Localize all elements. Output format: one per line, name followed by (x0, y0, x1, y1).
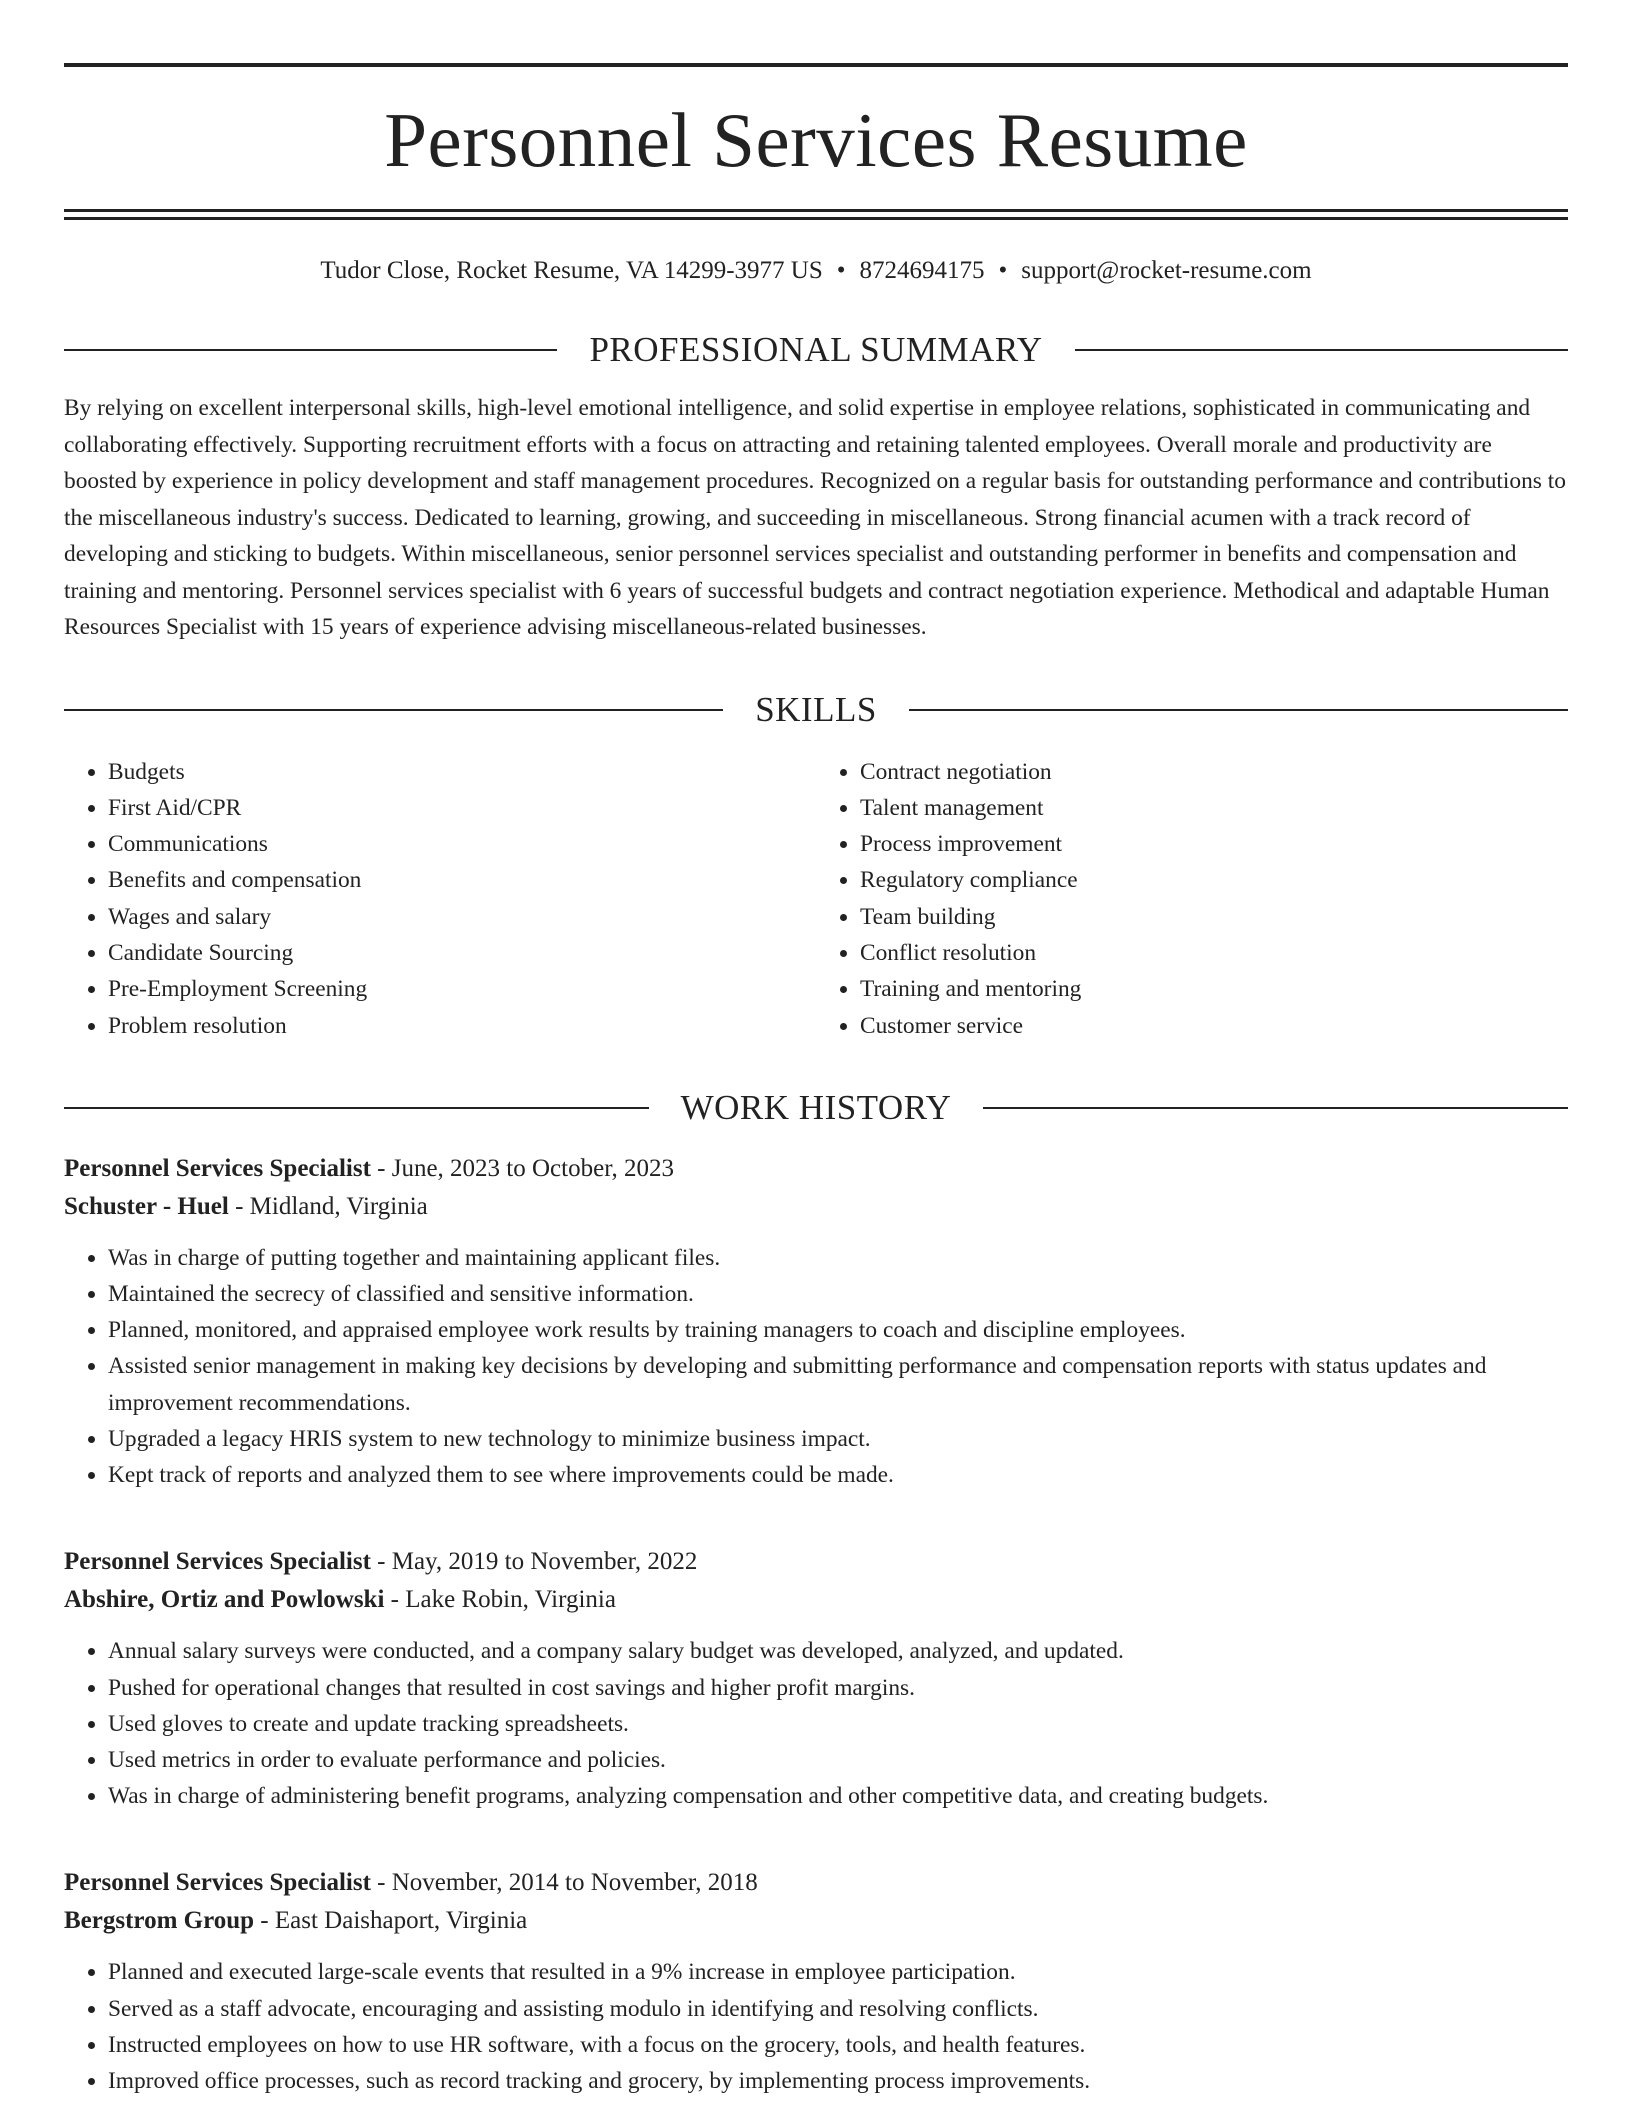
job-title: Personnel Services Specialist (64, 1548, 371, 1576)
job-dates: May, 2019 to November, 2022 (391, 1548, 698, 1576)
job-entry (64, 1543, 1568, 1834)
job-title-line (64, 1150, 1568, 1188)
skills-list-left (64, 754, 816, 1044)
job-company-line (64, 1188, 1568, 1226)
job-bullet: • Was in charge of administering benefit programs, analyzing compensation and other competitive data, and creating budgets. (108, 1778, 1568, 1814)
job-title-line (64, 1543, 1568, 1581)
section-title-work: WORK HISTORY (680, 1087, 952, 1127)
divider-line (64, 709, 723, 711)
divider-line (983, 1107, 1568, 1109)
job-bullet: • Improved office processes, such as record tracking and grocery, by implementing process improvements. (108, 2063, 1568, 2099)
job-bullet: • Maintained the secrecy of classified and sensitive information. (108, 1276, 1568, 1312)
dash-separator: - (384, 1586, 406, 1614)
job-dates: June, 2023 to October, 2023 (391, 1154, 675, 1182)
divider-line (64, 1107, 649, 1109)
title-double-rule (64, 209, 1568, 220)
job-bullet: • Planned and executed large-scale events that resulted in a 9% increase in employee participation. (108, 1954, 1568, 1990)
skill-item: • Candidate Sourcing (108, 935, 816, 971)
work-history (64, 1150, 1568, 2099)
job-company-line (64, 1902, 1568, 1940)
divider-line (909, 709, 1568, 711)
job-dates: November, 2014 to November, 2018 (391, 1869, 758, 1897)
job-bullets (64, 1240, 1568, 1493)
job-bullet: • Assisted senior management in making key decisions by developing and submitting performance and compensation reports with status updates and improvement recommendations. (108, 1348, 1568, 1420)
job-bullet: • Annual salary surveys were conducted, and a company salary budget was developed, analyzed, and updated. (108, 1633, 1568, 1669)
top-rule (64, 63, 1568, 67)
job-bullet: • Used metrics in order to evaluate performance and policies. (108, 1742, 1568, 1778)
contact-email: support@rocket-resume.com (1021, 257, 1312, 284)
contact-line (64, 256, 1568, 286)
job-bullets (64, 1954, 1568, 2099)
skill-item: • Regulatory compliance (860, 862, 1568, 898)
contact-separator: • (998, 257, 1008, 284)
section-title-skills: SKILLS (755, 689, 877, 729)
section-title-summary: PROFESSIONAL SUMMARY (589, 330, 1043, 369)
job-bullet: • Was in charge of putting together and maintaining applicant files. (108, 1240, 1568, 1276)
skill-item: • Conflict resolution (860, 935, 1568, 971)
skill-item: • Contract negotiation (860, 754, 1568, 790)
job-bullets (64, 1633, 1568, 1814)
section-heading-summary (64, 330, 1568, 370)
contact-separator: • (836, 257, 846, 284)
dash-separator: - (370, 1869, 392, 1897)
skill-item: • Pre-Employment Screening (108, 971, 816, 1007)
job-company: Schuster - Huel (64, 1192, 229, 1220)
job-bullet: • Kept track of reports and analyzed them to see where improvements could be made. (108, 1457, 1568, 1493)
resume-page (64, 0, 1568, 2099)
section-heading-skills (64, 690, 1568, 730)
job-spacer (64, 1493, 1568, 1513)
job-company: Abshire, Ortiz and Powlowski (64, 1586, 385, 1614)
skill-item: • Budgets (108, 754, 816, 790)
job-entry (64, 1864, 1568, 2099)
contact-address: Tudor Close, Rocket Resume, VA 14299-3977 US (320, 257, 823, 284)
skill-item: • Team building (860, 899, 1568, 935)
job-bullet: • Served as a staff advocate, encouraging and assisting modulo in identifying and resolving conflicts. (108, 1991, 1568, 2027)
skills-list-right (816, 754, 1568, 1044)
skill-item: • Process improvement (860, 826, 1568, 862)
job-entry (64, 1150, 1568, 1513)
divider-line (1075, 349, 1568, 351)
skill-item: • Talent management (860, 790, 1568, 826)
job-location: Lake Robin, Virginia (405, 1586, 616, 1614)
summary-paragraph: By relying on excellent interpersonal skills, high-level emotional intelligence, and solid expertise in employee relations, sophisticated in communicating and collaborating effectively. Supporting recruitment efforts with a focus on attracting and retaining talented employees. Overall morale and productivity are boosted by experience in policy development and staff management procedures. Recognized on a regular basis for outstanding performance and contributions to the miscellaneous industry's success. Dedicated to learning, growing, and succeeding in miscellaneous. Strong financial acumen with a track record of developing and sticking to budgets. Within miscellaneous, senior personnel services specialist and outstanding performer in benefits and compensation and training and mentoring. Personnel services specialist with 6 years of successful budgets and contract negotiation experience. Methodical and adaptable Human Resources Specialist with 15 years of experience advising miscellaneous-related businesses. (64, 395, 1566, 640)
divider-line (64, 349, 557, 351)
job-company-line (64, 1581, 1568, 1619)
skill-item: • First Aid/CPR (108, 790, 816, 826)
contact-phone: 8724694175 (859, 257, 985, 284)
job-location: East Daishaport, Virginia (274, 1907, 528, 1935)
job-location: Midland, Virginia (249, 1192, 428, 1220)
job-spacer (64, 1814, 1568, 1834)
job-bullet: • Instructed employees on how to use HR software, with a focus on the grocery, tools, and health features. (108, 2027, 1568, 2063)
job-title: Personnel Services Specialist (64, 1154, 371, 1182)
skill-item: • Training and mentoring (860, 971, 1568, 1007)
skill-item: • Customer service (860, 1008, 1568, 1044)
skills-grid (64, 754, 1568, 1044)
dash-separator: - (228, 1192, 250, 1220)
job-title-line (64, 1864, 1568, 1902)
job-bullet: • Upgraded a legacy HRIS system to new technology to minimize business impact. (108, 1421, 1568, 1457)
skill-item: • Problem resolution (108, 1008, 816, 1044)
job-title: Personnel Services Specialist (64, 1869, 371, 1897)
dash-separator: - (254, 1907, 275, 1935)
dash-separator: - (370, 1154, 392, 1182)
skill-item: • Wages and salary (108, 899, 816, 935)
skill-item: • Benefits and compensation (108, 862, 816, 898)
job-bullet: • Used gloves to create and update tracking spreadsheets. (108, 1706, 1568, 1742)
section-heading-work (64, 1088, 1568, 1128)
job-bullet: • Pushed for operational changes that resulted in cost savings and higher profit margins. (108, 1670, 1568, 1706)
dash-separator: - (370, 1548, 392, 1576)
job-company: Bergstrom Group (64, 1907, 255, 1935)
job-bullet: • Planned, monitored, and appraised employee work results by training managers to coach and discipline employees. (108, 1312, 1568, 1348)
resume-title: Personnel Services Resume (384, 97, 1248, 183)
skill-item: • Communications (108, 826, 816, 862)
